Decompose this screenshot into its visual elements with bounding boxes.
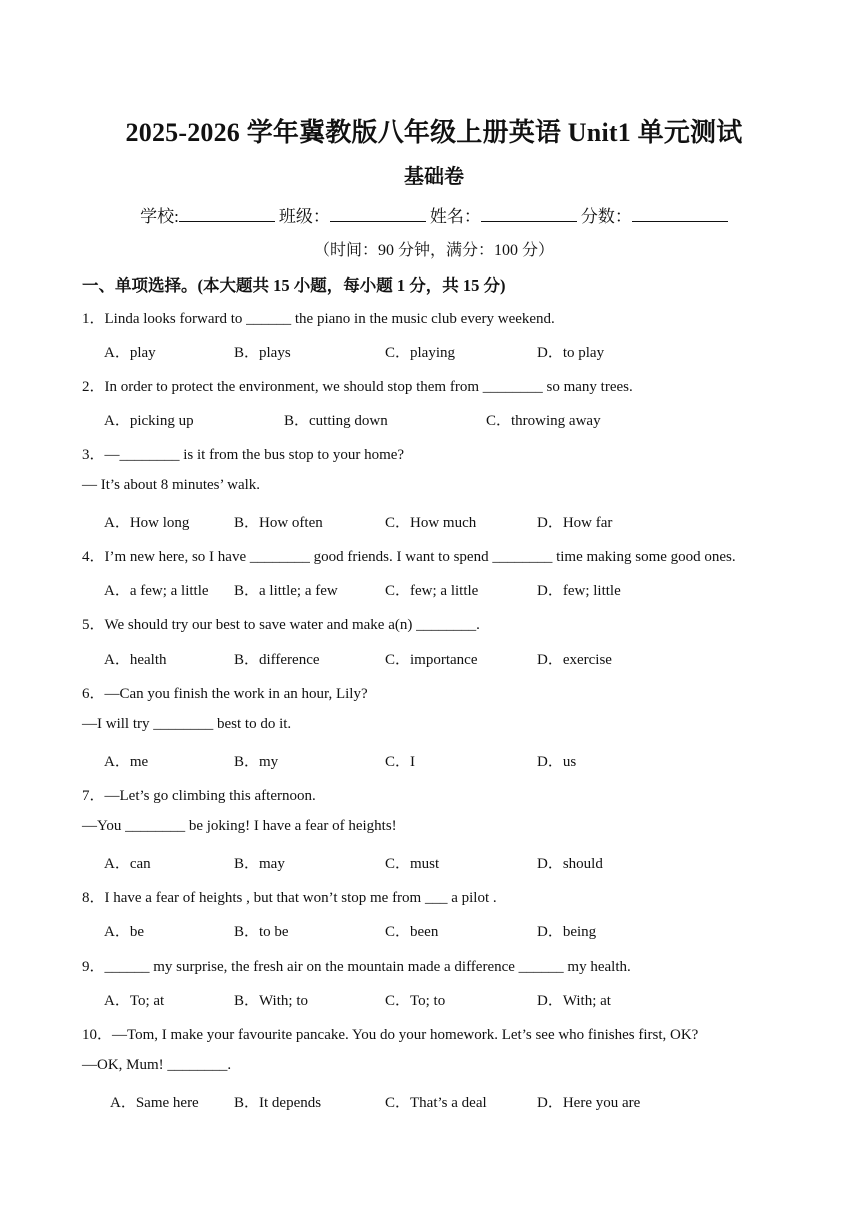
option-c: C．few; a little [385,583,479,599]
option-d: D．us [537,754,577,770]
option-c: C．I [385,754,416,770]
score-blank[interactable] [632,207,728,222]
class-blank[interactable] [330,207,426,222]
question-stem: 1．Linda looks forward to ______ the piano in the music club every weekend. [82,311,555,327]
school-label: 学校: [140,207,179,226]
score-label: 分数： [580,207,632,226]
question-stem: 7．—Let’s go climbing this afternoon. [82,788,316,804]
time-limit-note: （时间：90 分钟，满分：100 分） [313,242,554,259]
option-b: B．a little; a few [234,583,338,599]
option-a: A．can [104,856,151,872]
question-stem: 9．______ my surprise, the fresh air on the mountain made a difference ______ my health. [82,959,631,975]
option-d: D．to play [537,345,605,361]
option-d: D．being [537,924,597,940]
page-title: 2025-2026 学年冀教版八年级上册英语 Unit1 单元测试 [125,118,743,147]
option-b: B．With; to [234,993,308,1009]
option-d: D．exercise [537,652,612,668]
option-a: A．Same here [110,1095,199,1111]
option-c: C．playing [385,345,455,361]
option-c: C．importance [385,652,478,668]
question-stem: 6．—Can you finish the work in an hour, Lily? [82,686,368,702]
option-a: A．me [104,754,149,770]
question-stem: 10．—Tom, I make your favourite pancake. You do your homework. Let’s see who finishes first, OK? [82,1027,699,1043]
option-d: D．few; little [537,583,621,599]
question-stem: 4．I’m new here, so I have ________ good friends. I want to spend ________ time making some good ones. [82,549,736,565]
option-c: C．must [385,856,440,872]
option-b: B．How often [234,515,323,531]
question-stem: 5．We should try our best to save water and make a(n) ________. [82,617,480,633]
option-b: B．may [234,856,285,872]
section-heading: 一、单项选择。(本大题共 15 小题，每小题 1 分，共 15 分) [82,276,506,295]
option-a: A．picking up [104,413,194,429]
class-label: 班级： [278,207,330,226]
option-a: A．play [104,345,156,361]
option-c: C．throwing away [486,413,601,429]
school-blank[interactable] [179,207,275,222]
option-a: A．a few; a little [104,583,209,599]
option-a: A．be [104,924,144,940]
question-reply: —OK, Mum! ________. [82,1057,232,1073]
option-b: B．difference [234,652,320,668]
option-d: D．should [537,856,603,872]
name-blank[interactable] [481,207,577,222]
option-d: D．How far [537,515,613,531]
option-b: B．cutting down [284,413,388,429]
question-reply: —I will try ________ best to do it. [82,716,292,732]
question-reply: —You ________ be joking! I have a fear of heights! [82,818,397,834]
page-subtitle: 基础卷 [404,166,464,188]
option-c: C．been [385,924,439,940]
option-c: C．That’s a deal [385,1095,487,1111]
question-stem: 2．In order to protect the environment, we should stop them from ________ so many trees. [82,379,633,395]
option-c: C．To; to [385,993,446,1009]
option-a: A．health [104,652,167,668]
option-b: B．my [234,754,279,770]
option-b: B．It depends [234,1095,322,1111]
question-reply: — It’s about 8 minutes’ walk. [82,477,261,493]
option-b: B．plays [234,345,291,361]
option-c: C．How much [385,515,477,531]
name-label: 姓名： [429,207,481,226]
option-a: A．How long [104,515,190,531]
question-stem: 3．—________ is it from the bus stop to your home? [82,447,405,463]
question-stem: 8．I have a fear of heights , but that won’t stop me from ___ a pilot . [82,890,497,906]
option-d: D．Here you are [537,1095,641,1111]
option-b: B．to be [234,924,289,940]
option-a: A．To; at [104,993,165,1009]
option-d: D．With; at [537,993,611,1009]
student-info-row [0,202,868,227]
